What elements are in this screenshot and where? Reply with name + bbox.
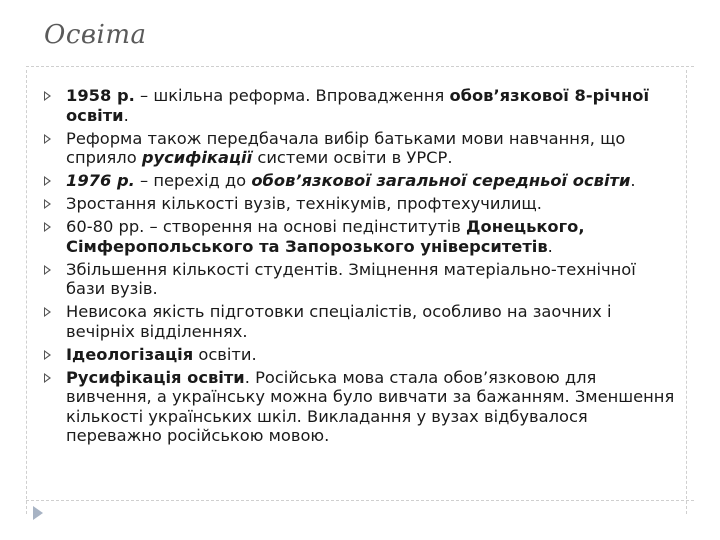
bullet-text-segment: 60-80 рр. – створення на основі педінститутів: [66, 217, 467, 236]
bullet-text-segment: Русифікація освіти: [66, 367, 245, 387]
bullet-arrow-icon: [44, 91, 51, 101]
bullet-item: [40, 194, 680, 214]
bullet-text-segment: – шкільна реформа. Впровадження: [134, 86, 450, 105]
bullet-text-segment: .: [630, 171, 636, 190]
bullet-arrow-icon: [44, 350, 51, 360]
bullet-text-segment: русифікації: [141, 148, 253, 167]
bullet-text-segment: Реформа також передбачала вибір батьками мови навчання, що сприяло: [66, 128, 626, 167]
bullet-text-segment: обов’язкової 8-річної освіти: [66, 86, 650, 125]
divider-left: [26, 70, 27, 514]
bullet-item: [40, 129, 680, 168]
bullet-arrow-icon: [44, 222, 51, 232]
bullet-arrow-icon: [44, 199, 51, 209]
bullet-item: [40, 171, 680, 191]
bullet-text-segment: 1976 р.: [66, 171, 135, 190]
bullet-text-segment: .: [547, 236, 553, 256]
slide-nav-arrow-icon[interactable]: [33, 506, 43, 520]
bullet-text-segment: освіти.: [193, 344, 257, 364]
divider-bottom: [26, 500, 694, 501]
bullet-text-segment: Донецького, Сімферопольського та Запорозького університетів: [66, 217, 585, 256]
bullet-text-segment: Зростання кількості вузів, технікумів, профтехучилищ.: [66, 194, 542, 213]
bullet-item: [40, 86, 680, 125]
bullet-item: [40, 345, 680, 365]
bullet-arrow-icon: [44, 265, 51, 275]
bullet-text-segment: Збільшення кількості студентів. Зміцнення матеріально-технічної бази вузів.: [66, 259, 636, 298]
bullet-text-segment: .: [123, 105, 129, 125]
bullet-text-segment: – перехід до: [134, 171, 252, 190]
bullet-arrow-icon: [44, 373, 51, 383]
slide-title: Освіта: [44, 20, 147, 50]
divider-right: [686, 70, 687, 514]
bullet-text-segment: системи освіти в УРСР.: [252, 148, 453, 167]
bullet-item: [40, 217, 680, 256]
bullet-text-segment: 1958 р.: [66, 86, 135, 105]
bullet-text-segment: Невисока якість підготовки спеціалістів, особливо на заочних і вечірніх відділеннях.: [66, 302, 612, 341]
bullet-text-segment: Ідеологізація: [66, 344, 194, 364]
bullet-text-segment: . Російська мова стала обов’язковою для вивчення, а українську можна було вивчати за бажанням. Зменшення кількості українських шкіл. Викладання у вузах відбувалося переважно російською мовою.: [66, 367, 675, 445]
bullet-item: [40, 302, 680, 341]
bullet-list: [40, 86, 680, 449]
bullet-arrow-icon: [44, 307, 51, 317]
bullet-arrow-icon: [44, 134, 51, 144]
bullet-item: [40, 260, 680, 299]
bullet-text-segment: обов’язкової загальної середньої освіти: [251, 171, 631, 190]
bullet-item: [40, 368, 680, 446]
bullet-arrow-icon: [44, 176, 51, 186]
divider-top: [26, 66, 694, 67]
